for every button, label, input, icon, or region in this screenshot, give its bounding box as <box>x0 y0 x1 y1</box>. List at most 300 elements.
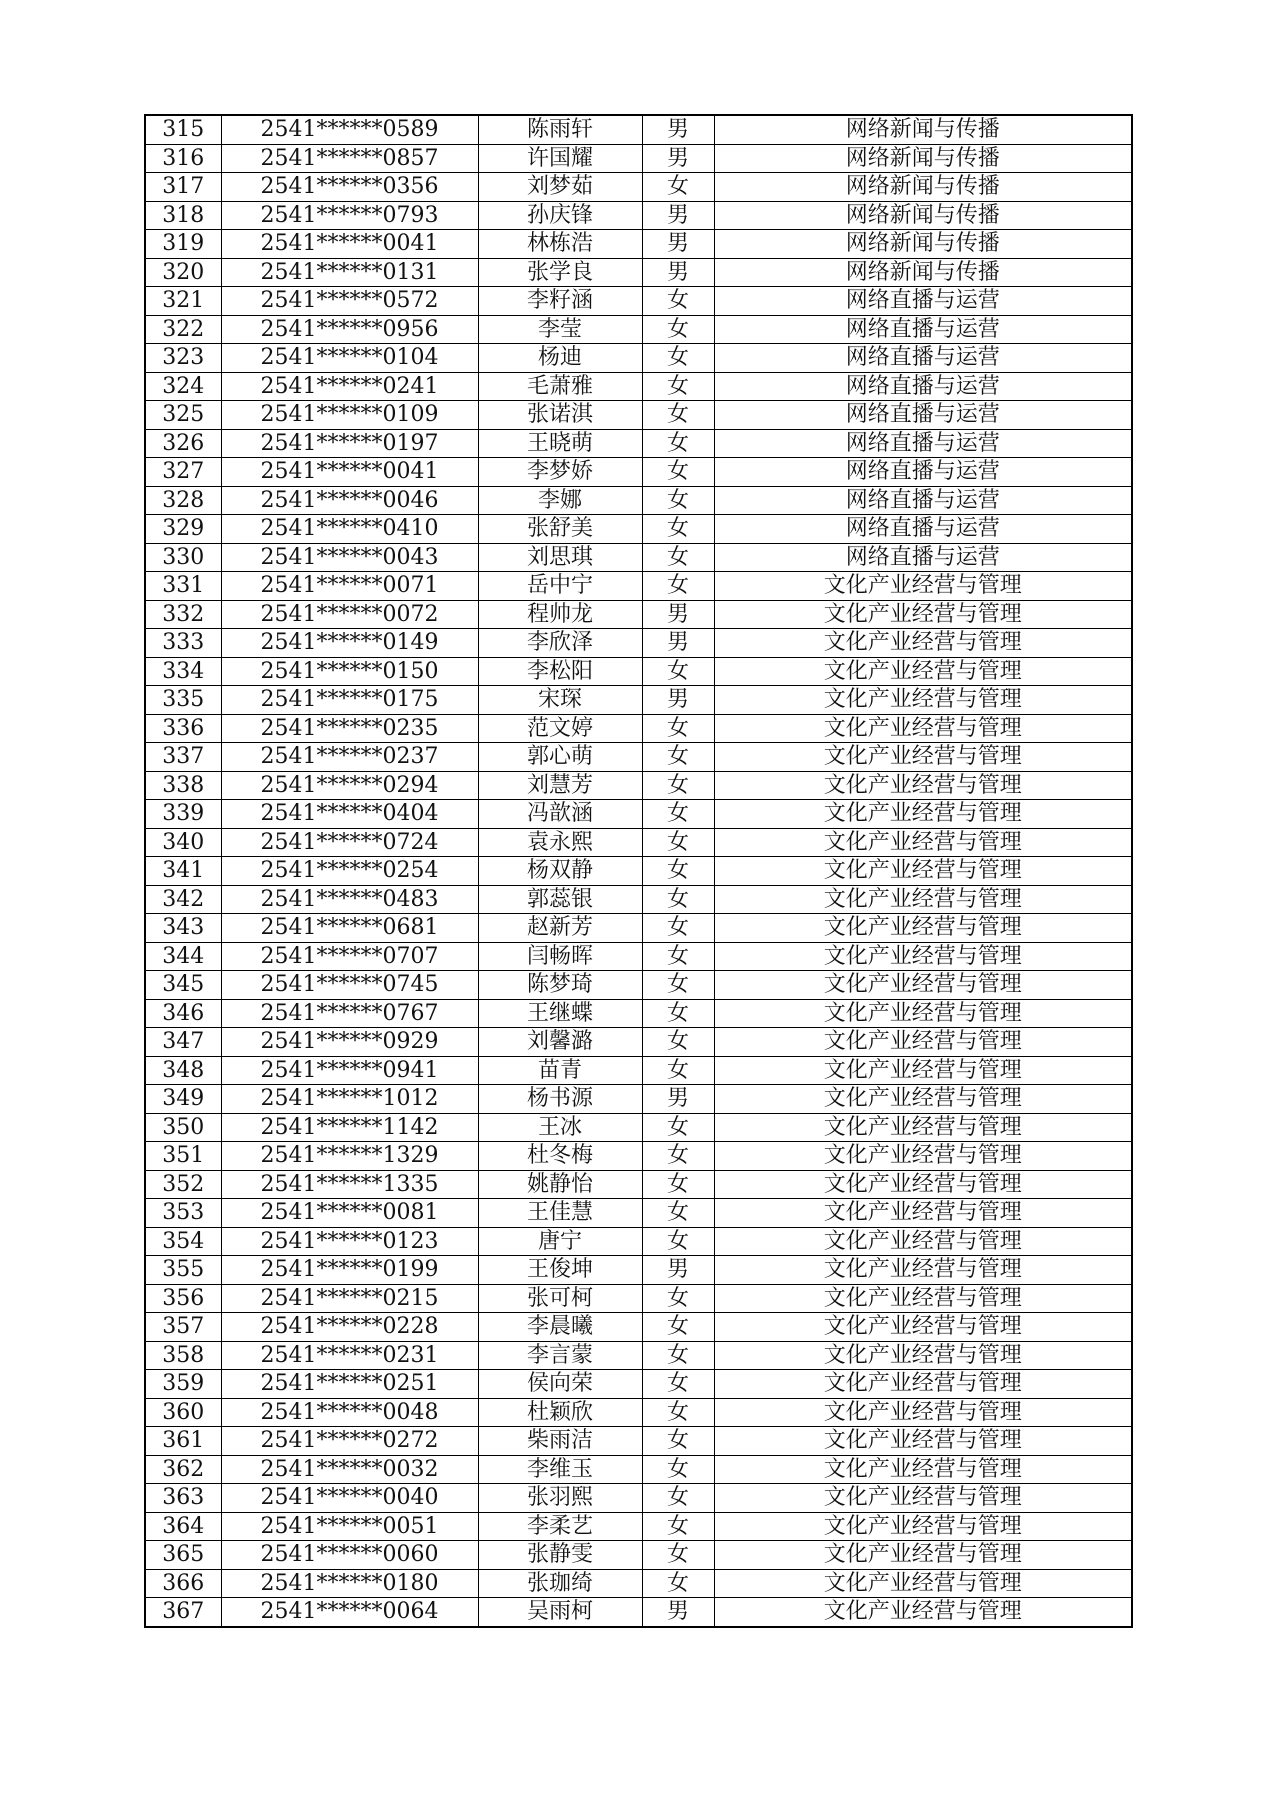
student-id-cell: 2541******0237 <box>221 743 478 772</box>
gender-cell: 男 <box>642 1256 714 1285</box>
table-row <box>145 1227 1132 1256</box>
gender-cell: 男 <box>642 115 714 144</box>
student-name-cell: 李松阳 <box>478 657 642 686</box>
major-cell: 网络新闻与传播 <box>714 144 1132 173</box>
student-name-cell: 陈雨轩 <box>478 115 642 144</box>
table-row <box>145 1056 1132 1085</box>
student-id-cell: 2541******0041 <box>221 230 478 259</box>
gender-cell: 男 <box>642 230 714 259</box>
major-cell: 文化产业经营与管理 <box>714 999 1132 1028</box>
major-cell: 文化产业经营与管理 <box>714 1427 1132 1456</box>
row-number-cell: 344 <box>145 942 221 971</box>
major-cell: 文化产业经营与管理 <box>714 857 1132 886</box>
student-id-cell: 2541******0589 <box>221 115 478 144</box>
row-number-cell: 341 <box>145 857 221 886</box>
major-cell: 文化产业经营与管理 <box>714 1085 1132 1114</box>
table-row <box>145 914 1132 943</box>
student-name-cell: 孙庆锋 <box>478 201 642 230</box>
row-number-cell: 331 <box>145 572 221 601</box>
row-number-cell: 347 <box>145 1028 221 1057</box>
major-cell: 文化产业经营与管理 <box>714 1512 1132 1541</box>
major-cell: 文化产业经营与管理 <box>714 800 1132 829</box>
student-name-cell: 苗青 <box>478 1056 642 1085</box>
major-cell: 文化产业经营与管理 <box>714 1142 1132 1171</box>
major-cell: 文化产业经营与管理 <box>714 1484 1132 1513</box>
student-name-cell: 李言蒙 <box>478 1341 642 1370</box>
major-cell: 文化产业经营与管理 <box>714 1227 1132 1256</box>
student-name-cell: 张可柯 <box>478 1284 642 1313</box>
gender-cell: 女 <box>642 1341 714 1370</box>
major-cell: 文化产业经营与管理 <box>714 1256 1132 1285</box>
student-id-cell: 2541******0724 <box>221 828 478 857</box>
row-number-cell: 352 <box>145 1170 221 1199</box>
student-name-cell: 张舒美 <box>478 515 642 544</box>
row-number-cell: 326 <box>145 429 221 458</box>
row-number-cell: 348 <box>145 1056 221 1085</box>
student-name-cell: 杜冬梅 <box>478 1142 642 1171</box>
student-name-cell: 毛萧雅 <box>478 372 642 401</box>
major-cell: 文化产业经营与管理 <box>714 743 1132 772</box>
student-id-cell: 2541******0356 <box>221 173 478 202</box>
table-row <box>145 1170 1132 1199</box>
gender-cell: 女 <box>642 1142 714 1171</box>
row-number-cell: 338 <box>145 771 221 800</box>
gender-cell: 女 <box>642 1541 714 1570</box>
student-name-cell: 杨迪 <box>478 344 642 373</box>
table-row <box>145 1398 1132 1427</box>
student-id-cell: 2541******0767 <box>221 999 478 1028</box>
gender-cell: 男 <box>642 686 714 715</box>
gender-cell: 女 <box>642 914 714 943</box>
table-row <box>145 1085 1132 1114</box>
row-number-cell: 349 <box>145 1085 221 1114</box>
gender-cell: 男 <box>642 258 714 287</box>
row-number-cell: 361 <box>145 1427 221 1456</box>
student-id-cell: 2541******0681 <box>221 914 478 943</box>
gender-cell: 女 <box>642 1313 714 1342</box>
gender-cell: 女 <box>642 971 714 1000</box>
student-name-cell: 刘思琪 <box>478 543 642 572</box>
student-id-cell: 2541******1329 <box>221 1142 478 1171</box>
major-cell: 文化产业经营与管理 <box>714 1170 1132 1199</box>
table-row <box>145 1455 1132 1484</box>
student-id-cell: 2541******1142 <box>221 1113 478 1142</box>
row-number-cell: 340 <box>145 828 221 857</box>
gender-cell: 女 <box>642 173 714 202</box>
table-row <box>145 486 1132 515</box>
table-row <box>145 942 1132 971</box>
row-number-cell: 356 <box>145 1284 221 1313</box>
gender-cell: 女 <box>642 1398 714 1427</box>
student-id-cell: 2541******0404 <box>221 800 478 829</box>
major-cell: 网络直播与运营 <box>714 515 1132 544</box>
table-row <box>145 1341 1132 1370</box>
table-row <box>145 600 1132 629</box>
table-row <box>145 1370 1132 1399</box>
row-number-cell: 329 <box>145 515 221 544</box>
student-id-cell: 2541******1012 <box>221 1085 478 1114</box>
major-cell: 文化产业经营与管理 <box>714 1569 1132 1598</box>
student-id-cell: 2541******0175 <box>221 686 478 715</box>
student-id-cell: 2541******0707 <box>221 942 478 971</box>
table-row <box>145 572 1132 601</box>
table-row <box>145 287 1132 316</box>
student-name-cell: 张学良 <box>478 258 642 287</box>
gender-cell: 女 <box>642 401 714 430</box>
student-id-cell: 2541******0241 <box>221 372 478 401</box>
student-id-cell: 2541******0123 <box>221 1227 478 1256</box>
student-id-cell: 2541******0150 <box>221 657 478 686</box>
student-name-cell: 王冰 <box>478 1113 642 1142</box>
table-row <box>145 258 1132 287</box>
major-cell: 网络新闻与传播 <box>714 258 1132 287</box>
student-name-cell: 李莹 <box>478 315 642 344</box>
row-number-cell: 339 <box>145 800 221 829</box>
gender-cell: 男 <box>642 201 714 230</box>
major-cell: 文化产业经营与管理 <box>714 1199 1132 1228</box>
gender-cell: 女 <box>642 828 714 857</box>
gender-cell: 女 <box>642 1284 714 1313</box>
student-id-cell: 2541******0149 <box>221 629 478 658</box>
row-number-cell: 336 <box>145 714 221 743</box>
student-id-cell: 2541******0857 <box>221 144 478 173</box>
student-id-cell: 2541******0410 <box>221 515 478 544</box>
major-cell: 文化产业经营与管理 <box>714 714 1132 743</box>
table-row <box>145 714 1132 743</box>
student-name-cell: 张诺淇 <box>478 401 642 430</box>
table-row <box>145 1569 1132 1598</box>
row-number-cell: 324 <box>145 372 221 401</box>
gender-cell: 男 <box>642 1598 714 1627</box>
student-name-cell: 李维玉 <box>478 1455 642 1484</box>
student-id-cell: 2541******0048 <box>221 1398 478 1427</box>
student-id-cell: 2541******0051 <box>221 1512 478 1541</box>
major-cell: 文化产业经营与管理 <box>714 629 1132 658</box>
gender-cell: 女 <box>642 1170 714 1199</box>
gender-cell: 女 <box>642 344 714 373</box>
student-id-cell: 2541******0081 <box>221 1199 478 1228</box>
student-id-cell: 2541******0071 <box>221 572 478 601</box>
gender-cell: 女 <box>642 1056 714 1085</box>
student-name-cell: 张羽熙 <box>478 1484 642 1513</box>
table-row <box>145 401 1132 430</box>
table-row <box>145 771 1132 800</box>
row-number-cell: 363 <box>145 1484 221 1513</box>
row-number-cell: 319 <box>145 230 221 259</box>
row-number-cell: 367 <box>145 1598 221 1627</box>
student-id-cell: 2541******0032 <box>221 1455 478 1484</box>
major-cell: 网络直播与运营 <box>714 543 1132 572</box>
gender-cell: 女 <box>642 572 714 601</box>
row-number-cell: 359 <box>145 1370 221 1399</box>
gender-cell: 女 <box>642 1427 714 1456</box>
row-number-cell: 342 <box>145 885 221 914</box>
gender-cell: 女 <box>642 771 714 800</box>
table-row <box>145 1512 1132 1541</box>
student-id-cell: 2541******0072 <box>221 600 478 629</box>
row-number-cell: 330 <box>145 543 221 572</box>
table-row <box>145 1427 1132 1456</box>
major-cell: 网络新闻与传播 <box>714 201 1132 230</box>
table-row <box>145 657 1132 686</box>
major-cell: 文化产业经营与管理 <box>714 1341 1132 1370</box>
major-cell: 文化产业经营与管理 <box>714 1398 1132 1427</box>
table-row <box>145 999 1132 1028</box>
row-number-cell: 354 <box>145 1227 221 1256</box>
student-name-cell: 宋琛 <box>478 686 642 715</box>
student-name-cell: 刘慧芳 <box>478 771 642 800</box>
table-row <box>145 543 1132 572</box>
student-id-cell: 2541******0793 <box>221 201 478 230</box>
row-number-cell: 366 <box>145 1569 221 1598</box>
student-name-cell: 张静雯 <box>478 1541 642 1570</box>
table-row <box>145 458 1132 487</box>
table-row <box>145 1113 1132 1142</box>
student-id-cell: 2541******0199 <box>221 1256 478 1285</box>
table-row <box>145 1199 1132 1228</box>
row-number-cell: 315 <box>145 115 221 144</box>
student-name-cell: 李籽涵 <box>478 287 642 316</box>
student-id-cell: 2541******0197 <box>221 429 478 458</box>
table-row <box>145 1313 1132 1342</box>
row-number-cell: 357 <box>145 1313 221 1342</box>
student-id-cell: 2541******0231 <box>221 1341 478 1370</box>
student-id-cell: 2541******0235 <box>221 714 478 743</box>
student-id-cell: 2541******0215 <box>221 1284 478 1313</box>
row-number-cell: 337 <box>145 743 221 772</box>
student-name-cell: 杨书源 <box>478 1085 642 1114</box>
table-row <box>145 629 1132 658</box>
gender-cell: 男 <box>642 600 714 629</box>
table-row <box>145 857 1132 886</box>
student-name-cell: 李柔艺 <box>478 1512 642 1541</box>
major-cell: 文化产业经营与管理 <box>714 1056 1132 1085</box>
major-cell: 文化产业经营与管理 <box>714 1455 1132 1484</box>
gender-cell: 女 <box>642 1569 714 1598</box>
gender-cell: 女 <box>642 999 714 1028</box>
student-id-cell: 2541******0294 <box>221 771 478 800</box>
student-id-cell: 2541******0254 <box>221 857 478 886</box>
major-cell: 文化产业经营与管理 <box>714 572 1132 601</box>
gender-cell: 女 <box>642 714 714 743</box>
gender-cell: 女 <box>642 857 714 886</box>
student-name-cell: 侯向荣 <box>478 1370 642 1399</box>
table-row <box>145 828 1132 857</box>
student-name-cell: 闫畅晖 <box>478 942 642 971</box>
gender-cell: 女 <box>642 515 714 544</box>
major-cell: 文化产业经营与管理 <box>714 1541 1132 1570</box>
gender-cell: 女 <box>642 287 714 316</box>
student-name-cell: 范文婷 <box>478 714 642 743</box>
student-id-cell: 2541******0043 <box>221 543 478 572</box>
table-row <box>145 1142 1132 1171</box>
student-name-cell: 郭蕊银 <box>478 885 642 914</box>
student-id-cell: 2541******0131 <box>221 258 478 287</box>
student-id-cell: 2541******0941 <box>221 1056 478 1085</box>
row-number-cell: 343 <box>145 914 221 943</box>
student-name-cell: 冯歆涵 <box>478 800 642 829</box>
student-name-cell: 唐宁 <box>478 1227 642 1256</box>
student-id-cell: 2541******0745 <box>221 971 478 1000</box>
row-number-cell: 346 <box>145 999 221 1028</box>
table-row <box>145 115 1132 144</box>
student-name-cell: 许国耀 <box>478 144 642 173</box>
gender-cell: 女 <box>642 315 714 344</box>
gender-cell: 男 <box>642 629 714 658</box>
table-row <box>145 144 1132 173</box>
student-roster-table <box>144 114 1133 1628</box>
student-name-cell: 刘馨潞 <box>478 1028 642 1057</box>
student-name-cell: 李欣泽 <box>478 629 642 658</box>
table-row <box>145 743 1132 772</box>
row-number-cell: 355 <box>145 1256 221 1285</box>
row-number-cell: 317 <box>145 173 221 202</box>
student-id-cell: 2541******0064 <box>221 1598 478 1627</box>
student-name-cell: 林栋浩 <box>478 230 642 259</box>
student-id-cell: 2541******1335 <box>221 1170 478 1199</box>
major-cell: 网络新闻与传播 <box>714 230 1132 259</box>
gender-cell: 女 <box>642 743 714 772</box>
major-cell: 文化产业经营与管理 <box>714 1370 1132 1399</box>
major-cell: 网络直播与运营 <box>714 344 1132 373</box>
student-name-cell: 刘梦茹 <box>478 173 642 202</box>
student-name-cell: 吴雨柯 <box>478 1598 642 1627</box>
student-name-cell: 袁永熙 <box>478 828 642 857</box>
student-name-cell: 杨双静 <box>478 857 642 886</box>
table-row <box>145 885 1132 914</box>
major-cell: 文化产业经营与管理 <box>714 657 1132 686</box>
major-cell: 文化产业经营与管理 <box>714 600 1132 629</box>
row-number-cell: 318 <box>145 201 221 230</box>
table-row <box>145 1284 1132 1313</box>
student-name-cell: 赵新芳 <box>478 914 642 943</box>
student-id-cell: 2541******0228 <box>221 1313 478 1342</box>
row-number-cell: 322 <box>145 315 221 344</box>
row-number-cell: 323 <box>145 344 221 373</box>
table-row <box>145 429 1132 458</box>
table-row <box>145 515 1132 544</box>
student-name-cell: 程帅龙 <box>478 600 642 629</box>
gender-cell: 女 <box>642 458 714 487</box>
student-name-cell: 杜颖欣 <box>478 1398 642 1427</box>
major-cell: 网络直播与运营 <box>714 287 1132 316</box>
table-row <box>145 971 1132 1000</box>
major-cell: 文化产业经营与管理 <box>714 1284 1132 1313</box>
student-id-cell: 2541******0572 <box>221 287 478 316</box>
row-number-cell: 365 <box>145 1541 221 1570</box>
gender-cell: 女 <box>642 885 714 914</box>
major-cell: 网络新闻与传播 <box>714 115 1132 144</box>
student-name-cell: 王佳慧 <box>478 1199 642 1228</box>
student-id-cell: 2541******0251 <box>221 1370 478 1399</box>
gender-cell: 女 <box>642 1370 714 1399</box>
gender-cell: 女 <box>642 1113 714 1142</box>
gender-cell: 女 <box>642 372 714 401</box>
gender-cell: 女 <box>642 1028 714 1057</box>
gender-cell: 女 <box>642 1484 714 1513</box>
row-number-cell: 350 <box>145 1113 221 1142</box>
table-row <box>145 1598 1132 1627</box>
table-row <box>145 1256 1132 1285</box>
student-name-cell: 张珈绮 <box>478 1569 642 1598</box>
major-cell: 文化产业经营与管理 <box>714 942 1132 971</box>
table-row <box>145 800 1132 829</box>
gender-cell: 男 <box>642 144 714 173</box>
major-cell: 文化产业经营与管理 <box>714 885 1132 914</box>
row-number-cell: 320 <box>145 258 221 287</box>
student-name-cell: 王俊坤 <box>478 1256 642 1285</box>
student-name-cell: 岳中宁 <box>478 572 642 601</box>
student-id-cell: 2541******0060 <box>221 1541 478 1570</box>
table-row <box>145 201 1132 230</box>
student-id-cell: 2541******0041 <box>221 458 478 487</box>
major-cell: 文化产业经营与管理 <box>714 1113 1132 1142</box>
row-number-cell: 325 <box>145 401 221 430</box>
gender-cell: 女 <box>642 429 714 458</box>
student-name-cell: 王继蝶 <box>478 999 642 1028</box>
major-cell: 网络直播与运营 <box>714 486 1132 515</box>
row-number-cell: 353 <box>145 1199 221 1228</box>
major-cell: 网络直播与运营 <box>714 315 1132 344</box>
student-name-cell: 李娜 <box>478 486 642 515</box>
gender-cell: 女 <box>642 1199 714 1228</box>
major-cell: 网络直播与运营 <box>714 429 1132 458</box>
major-cell: 文化产业经营与管理 <box>714 1313 1132 1342</box>
gender-cell: 女 <box>642 657 714 686</box>
student-id-cell: 2541******0109 <box>221 401 478 430</box>
major-cell: 文化产业经营与管理 <box>714 686 1132 715</box>
student-id-cell: 2541******0046 <box>221 486 478 515</box>
major-cell: 文化产业经营与管理 <box>714 971 1132 1000</box>
row-number-cell: 328 <box>145 486 221 515</box>
student-id-cell: 2541******0483 <box>221 885 478 914</box>
major-cell: 网络直播与运营 <box>714 401 1132 430</box>
table-row <box>145 344 1132 373</box>
gender-cell: 男 <box>642 1085 714 1114</box>
row-number-cell: 332 <box>145 600 221 629</box>
major-cell: 文化产业经营与管理 <box>714 914 1132 943</box>
row-number-cell: 334 <box>145 657 221 686</box>
row-number-cell: 321 <box>145 287 221 316</box>
student-id-cell: 2541******0180 <box>221 1569 478 1598</box>
row-number-cell: 358 <box>145 1341 221 1370</box>
major-cell: 网络新闻与传播 <box>714 173 1132 202</box>
student-name-cell: 陈梦琦 <box>478 971 642 1000</box>
student-name-cell: 李梦娇 <box>478 458 642 487</box>
gender-cell: 女 <box>642 1227 714 1256</box>
major-cell: 文化产业经营与管理 <box>714 771 1132 800</box>
row-number-cell: 345 <box>145 971 221 1000</box>
major-cell: 文化产业经营与管理 <box>714 1028 1132 1057</box>
table-row <box>145 1541 1132 1570</box>
row-number-cell: 335 <box>145 686 221 715</box>
gender-cell: 女 <box>642 1512 714 1541</box>
table-row <box>145 372 1132 401</box>
table-row <box>145 686 1132 715</box>
gender-cell: 女 <box>642 543 714 572</box>
gender-cell: 女 <box>642 942 714 971</box>
gender-cell: 女 <box>642 486 714 515</box>
gender-cell: 女 <box>642 1455 714 1484</box>
student-name-cell: 王晓萌 <box>478 429 642 458</box>
student-id-cell: 2541******0040 <box>221 1484 478 1513</box>
table-row <box>145 315 1132 344</box>
row-number-cell: 333 <box>145 629 221 658</box>
student-id-cell: 2541******0956 <box>221 315 478 344</box>
major-cell: 网络直播与运营 <box>714 458 1132 487</box>
row-number-cell: 351 <box>145 1142 221 1171</box>
gender-cell: 女 <box>642 800 714 829</box>
